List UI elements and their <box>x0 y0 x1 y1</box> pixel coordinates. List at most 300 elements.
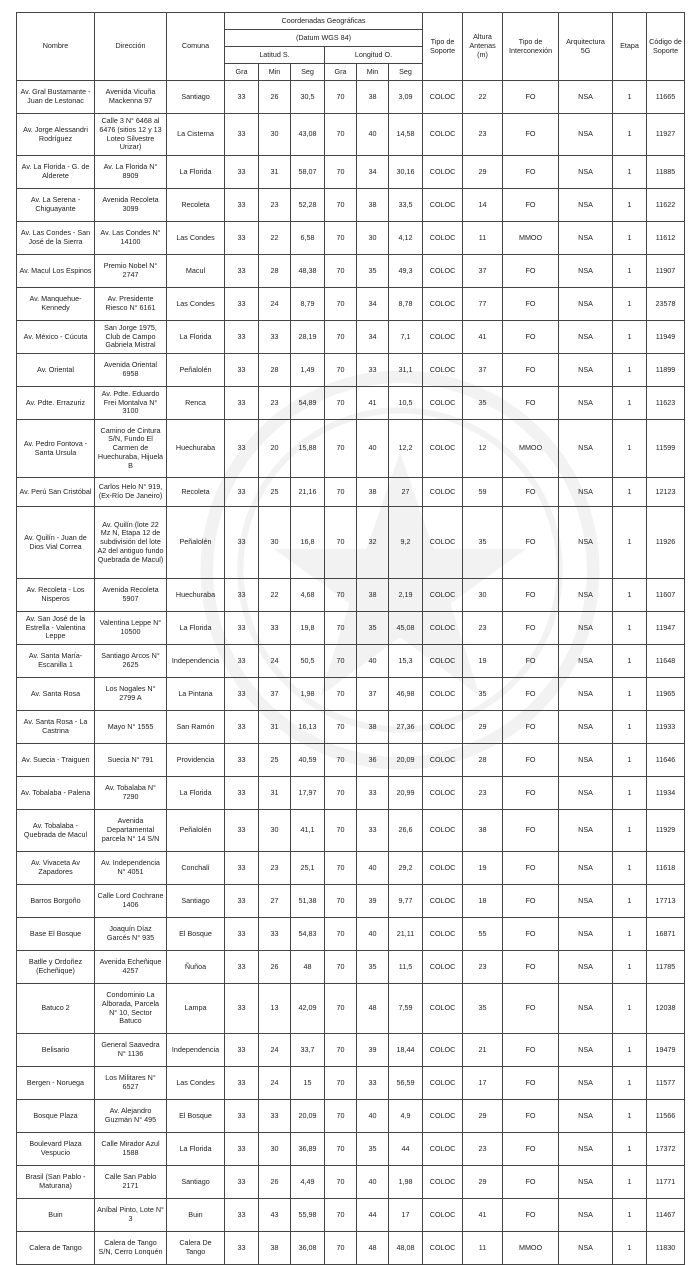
cell-arquitectura: NSA <box>559 189 613 222</box>
cell-codigo: 11927 <box>647 114 685 156</box>
cell-lat-seg: 48,38 <box>291 255 325 288</box>
cell-lon-min: 34 <box>357 156 389 189</box>
cell-codigo: 11467 <box>647 1199 685 1232</box>
cell-codigo: 11665 <box>647 81 685 114</box>
cell-lat-seg: 4,49 <box>291 1166 325 1199</box>
cell-nombre: Av. Quilín - Juan de Dios Vial Correa <box>17 507 95 579</box>
cell-lat-seg: 8,79 <box>291 288 325 321</box>
cell-lat-min: 28 <box>259 255 291 288</box>
cell-arquitectura: NSA <box>559 744 613 777</box>
cell-tipo-soporte: COLOC <box>423 1232 463 1265</box>
cell-lon-seg: 14,58 <box>389 114 423 156</box>
cell-lon-min: 38 <box>357 711 389 744</box>
cell-comuna: La Florida <box>167 321 225 354</box>
cell-lat-min: 24 <box>259 1067 291 1100</box>
cell-lon-min: 30 <box>357 222 389 255</box>
table-row <box>17 951 685 984</box>
cell-etapa: 1 <box>613 1067 647 1100</box>
cell-codigo: 17372 <box>647 1133 685 1166</box>
cell-altura: 23 <box>463 777 503 810</box>
cell-altura: 35 <box>463 387 503 420</box>
cell-lat-min: 20 <box>259 420 291 478</box>
cell-nombre: Av. La Serena - Chiguayante <box>17 189 95 222</box>
header-longitud: Longitud O. <box>325 47 423 64</box>
cell-arquitectura: NSA <box>559 885 613 918</box>
cell-comuna: La Florida <box>167 1133 225 1166</box>
cell-lat-gra: 33 <box>225 744 259 777</box>
header-nombre: Nombre <box>17 13 95 81</box>
cell-lat-gra: 33 <box>225 478 259 507</box>
cell-altura: 41 <box>463 321 503 354</box>
cell-codigo: 16871 <box>647 918 685 951</box>
cell-altura: 29 <box>463 156 503 189</box>
table-row <box>17 645 685 678</box>
cell-lat-min: 33 <box>259 612 291 645</box>
cell-lat-seg: 21,16 <box>291 478 325 507</box>
cell-altura: 22 <box>463 81 503 114</box>
cell-arquitectura: NSA <box>559 711 613 744</box>
cell-comuna: Calera De Tango <box>167 1232 225 1265</box>
cell-lon-gra: 70 <box>325 1100 357 1133</box>
cell-lon-seg: 2,19 <box>389 579 423 612</box>
cell-lat-min: 30 <box>259 1133 291 1166</box>
cell-lon-seg: 31,1 <box>389 354 423 387</box>
cell-etapa: 1 <box>613 114 647 156</box>
cell-comuna: San Ramón <box>167 711 225 744</box>
cell-lat-gra: 33 <box>225 711 259 744</box>
cell-lon-gra: 70 <box>325 1199 357 1232</box>
cell-lat-gra: 33 <box>225 1166 259 1199</box>
cell-nombre: Barros Borgoño <box>17 885 95 918</box>
cell-lon-seg: 49,3 <box>389 255 423 288</box>
cell-tipo-soporte: COLOC <box>423 1199 463 1232</box>
cell-altura: 29 <box>463 1166 503 1199</box>
cell-altura: 18 <box>463 885 503 918</box>
cell-lat-seg: 54,89 <box>291 387 325 420</box>
cell-nombre: Av. Perú San Cristóbal <box>17 478 95 507</box>
cell-direccion: Los Nogales N° 2799 A <box>95 678 167 711</box>
cell-etapa: 1 <box>613 288 647 321</box>
cell-comuna: Huechuraba <box>167 579 225 612</box>
cell-nombre: Av. Manquehue-Kennedy <box>17 288 95 321</box>
cell-lon-gra: 70 <box>325 678 357 711</box>
cell-comuna: Recoleta <box>167 478 225 507</box>
cell-arquitectura: NSA <box>559 507 613 579</box>
sites-table <box>16 12 685 1265</box>
cell-etapa: 1 <box>613 321 647 354</box>
cell-nombre: Av. Oriental <box>17 354 95 387</box>
cell-lat-seg: 40,59 <box>291 744 325 777</box>
cell-nombre: Av. Santa Rosa - La Castrina <box>17 711 95 744</box>
cell-lat-gra: 33 <box>225 885 259 918</box>
cell-lon-seg: 4,9 <box>389 1100 423 1133</box>
table-row <box>17 1100 685 1133</box>
cell-arquitectura: NSA <box>559 81 613 114</box>
cell-lon-gra: 70 <box>325 810 357 852</box>
cell-codigo: 12123 <box>647 478 685 507</box>
cell-direccion: Aníbal Pinto, Lote N° 3 <box>95 1199 167 1232</box>
cell-lon-min: 40 <box>357 645 389 678</box>
table-row <box>17 1232 685 1265</box>
cell-altura: 12 <box>463 420 503 478</box>
cell-direccion: Avenida Departamental parcela N° 14 S/N <box>95 810 167 852</box>
cell-lat-min: 26 <box>259 951 291 984</box>
cell-tipo-interconexion: MMOO <box>503 420 559 478</box>
cell-codigo: 11612 <box>647 222 685 255</box>
cell-nombre: Av. Pdte. Errazuriz <box>17 387 95 420</box>
cell-lat-min: 33 <box>259 918 291 951</box>
cell-altura: 30 <box>463 579 503 612</box>
table-row <box>17 777 685 810</box>
cell-lon-gra: 70 <box>325 885 357 918</box>
cell-tipo-soporte: COLOC <box>423 645 463 678</box>
cell-altura: 19 <box>463 852 503 885</box>
cell-direccion: Los Militares N° 6527 <box>95 1067 167 1100</box>
cell-lat-seg: 25,1 <box>291 852 325 885</box>
cell-nombre: Av. Santa Rosa <box>17 678 95 711</box>
cell-nombre: Av. Jorge Alessandri Rodríguez <box>17 114 95 156</box>
cell-lon-seg: 27,36 <box>389 711 423 744</box>
cell-arquitectura: NSA <box>559 918 613 951</box>
cell-tipo-interconexion: FO <box>503 579 559 612</box>
table-row <box>17 1133 685 1166</box>
cell-lat-min: 27 <box>259 885 291 918</box>
cell-altura: 23 <box>463 951 503 984</box>
cell-lon-gra: 70 <box>325 156 357 189</box>
cell-lat-seg: 55,98 <box>291 1199 325 1232</box>
cell-lon-min: 48 <box>357 1232 389 1265</box>
table-row <box>17 612 685 645</box>
cell-lon-min: 33 <box>357 354 389 387</box>
cell-lon-min: 40 <box>357 114 389 156</box>
table-row <box>17 288 685 321</box>
cell-codigo: 11965 <box>647 678 685 711</box>
cell-altura: 37 <box>463 255 503 288</box>
cell-lon-gra: 70 <box>325 189 357 222</box>
table-row <box>17 1199 685 1232</box>
cell-lon-gra: 70 <box>325 711 357 744</box>
cell-lon-gra: 70 <box>325 579 357 612</box>
cell-lon-gra: 70 <box>325 321 357 354</box>
cell-altura: 11 <box>463 222 503 255</box>
cell-lon-seg: 20,09 <box>389 744 423 777</box>
cell-tipo-soporte: COLOC <box>423 189 463 222</box>
cell-direccion: Av. Presidente Riesco N° 6161 <box>95 288 167 321</box>
cell-lon-gra: 70 <box>325 420 357 478</box>
cell-lat-seg: 42,09 <box>291 984 325 1034</box>
cell-tipo-soporte: COLOC <box>423 387 463 420</box>
cell-lat-seg: 1,49 <box>291 354 325 387</box>
cell-codigo: 11949 <box>647 321 685 354</box>
cell-lon-gra: 70 <box>325 1067 357 1100</box>
cell-altura: 29 <box>463 711 503 744</box>
cell-altura: 59 <box>463 478 503 507</box>
cell-nombre: Av. Vivaceta Av Zapadores <box>17 852 95 885</box>
cell-lat-gra: 33 <box>225 918 259 951</box>
cell-lon-min: 40 <box>357 1100 389 1133</box>
cell-tipo-soporte: COLOC <box>423 420 463 478</box>
cell-lat-gra: 33 <box>225 1034 259 1067</box>
header-tipo-soporte: Tipo de Soporte <box>423 13 463 81</box>
cell-altura: 38 <box>463 810 503 852</box>
cell-tipo-soporte: COLOC <box>423 951 463 984</box>
cell-comuna: Las Condes <box>167 222 225 255</box>
cell-lon-min: 37 <box>357 678 389 711</box>
cell-lon-min: 33 <box>357 1067 389 1100</box>
cell-etapa: 1 <box>613 354 647 387</box>
cell-lat-seg: 19,8 <box>291 612 325 645</box>
cell-lon-gra: 70 <box>325 777 357 810</box>
cell-lon-gra: 70 <box>325 1034 357 1067</box>
cell-direccion: San Jorge 1975, Club de Campo Gabriela Mistral <box>95 321 167 354</box>
cell-lon-seg: 9,2 <box>389 507 423 579</box>
cell-codigo: 11646 <box>647 744 685 777</box>
cell-lat-seg: 17,97 <box>291 777 325 810</box>
cell-codigo: 11929 <box>647 810 685 852</box>
cell-etapa: 1 <box>613 222 647 255</box>
cell-arquitectura: NSA <box>559 420 613 478</box>
cell-etapa: 1 <box>613 189 647 222</box>
cell-lon-seg: 30,16 <box>389 156 423 189</box>
cell-nombre: Av. Recoleta - Los Nisperos <box>17 579 95 612</box>
cell-lat-seg: 58,07 <box>291 156 325 189</box>
cell-tipo-soporte: COLOC <box>423 579 463 612</box>
cell-comuna: Lampa <box>167 984 225 1034</box>
cell-comuna: La Florida <box>167 612 225 645</box>
cell-direccion: Santiago Arcos N° 2625 <box>95 645 167 678</box>
cell-comuna: La Cisterna <box>167 114 225 156</box>
cell-comuna: El Bosque <box>167 918 225 951</box>
cell-etapa: 1 <box>613 678 647 711</box>
cell-etapa: 1 <box>613 156 647 189</box>
cell-comuna: Santiago <box>167 885 225 918</box>
table-row <box>17 420 685 478</box>
cell-codigo: 11947 <box>647 612 685 645</box>
cell-lat-min: 22 <box>259 579 291 612</box>
cell-tipo-interconexion: FO <box>503 288 559 321</box>
cell-direccion: Av. La Florida N° 8909 <box>95 156 167 189</box>
cell-tipo-interconexion: FO <box>503 478 559 507</box>
cell-lon-min: 33 <box>357 777 389 810</box>
cell-lat-seg: 41,1 <box>291 810 325 852</box>
table-row <box>17 189 685 222</box>
cell-nombre: Bergen - Noruega <box>17 1067 95 1100</box>
cell-codigo: 11566 <box>647 1100 685 1133</box>
header-latitud: Latitud S. <box>225 47 325 64</box>
cell-tipo-interconexion: MMOO <box>503 1232 559 1265</box>
cell-nombre: Av. Santa María-Escanilla 1 <box>17 645 95 678</box>
cell-lat-seg: 4,68 <box>291 579 325 612</box>
cell-arquitectura: NSA <box>559 1100 613 1133</box>
cell-tipo-interconexion: FO <box>503 984 559 1034</box>
cell-tipo-soporte: COLOC <box>423 354 463 387</box>
cell-lon-seg: 33,5 <box>389 189 423 222</box>
cell-arquitectura: NSA <box>559 810 613 852</box>
cell-tipo-interconexion: FO <box>503 1067 559 1100</box>
cell-comuna: Santiago <box>167 81 225 114</box>
cell-lon-gra: 70 <box>325 354 357 387</box>
cell-lat-gra: 33 <box>225 777 259 810</box>
table-row <box>17 81 685 114</box>
header-direccion: Dirección <box>95 13 167 81</box>
cell-tipo-soporte: COLOC <box>423 612 463 645</box>
cell-lon-seg: 48,08 <box>389 1232 423 1265</box>
cell-tipo-soporte: COLOC <box>423 885 463 918</box>
header-comuna: Comuna <box>167 13 225 81</box>
cell-tipo-interconexion: FO <box>503 255 559 288</box>
cell-lon-seg: 44 <box>389 1133 423 1166</box>
cell-lat-min: 30 <box>259 114 291 156</box>
cell-lat-gra: 33 <box>225 288 259 321</box>
cell-lat-seg: 16,13 <box>291 711 325 744</box>
cell-etapa: 1 <box>613 420 647 478</box>
cell-direccion: Mayo N° 1555 <box>95 711 167 744</box>
cell-comuna: Peñalolén <box>167 507 225 579</box>
cell-nombre: Boulevard Plaza Vespucio <box>17 1133 95 1166</box>
cell-lon-gra: 70 <box>325 255 357 288</box>
cell-etapa: 1 <box>613 744 647 777</box>
cell-nombre: Av. Tobalaba - Quebrada de Macul <box>17 810 95 852</box>
cell-tipo-soporte: COLOC <box>423 1133 463 1166</box>
cell-direccion: Valentina Leppe N° 10500 <box>95 612 167 645</box>
cell-lon-min: 34 <box>357 321 389 354</box>
cell-lat-min: 30 <box>259 810 291 852</box>
cell-direccion: Calle San Pablo 2171 <box>95 1166 167 1199</box>
cell-lon-seg: 4,12 <box>389 222 423 255</box>
cell-comuna: Recoleta <box>167 189 225 222</box>
table-row <box>17 744 685 777</box>
cell-nombre: Av. La Florida - G. de Alderete <box>17 156 95 189</box>
cell-lat-gra: 33 <box>225 612 259 645</box>
cell-comuna: Peñalolén <box>167 810 225 852</box>
cell-etapa: 1 <box>613 1199 647 1232</box>
cell-nombre: Belisario <box>17 1034 95 1067</box>
table-row <box>17 1034 685 1067</box>
cell-lat-min: 38 <box>259 1232 291 1265</box>
cell-etapa: 1 <box>613 951 647 984</box>
cell-nombre: Av. Tobalaba - Palena <box>17 777 95 810</box>
cell-lon-seg: 45,08 <box>389 612 423 645</box>
cell-lat-gra: 33 <box>225 1100 259 1133</box>
cell-altura: 35 <box>463 984 503 1034</box>
cell-codigo: 11771 <box>647 1166 685 1199</box>
cell-direccion: Avenida Oriental 6958 <box>95 354 167 387</box>
cell-nombre: Batlle y Ordoñez (Echeñique) <box>17 951 95 984</box>
cell-arquitectura: NSA <box>559 354 613 387</box>
cell-lon-gra: 70 <box>325 507 357 579</box>
cell-tipo-soporte: COLOC <box>423 1067 463 1100</box>
cell-direccion: Condominio La Alborada, Parcela N° 10, Sector Batuco <box>95 984 167 1034</box>
cell-lat-gra: 33 <box>225 387 259 420</box>
cell-lon-seg: 10,5 <box>389 387 423 420</box>
cell-tipo-soporte: COLOC <box>423 81 463 114</box>
header-lat-seg: Seg <box>291 64 325 81</box>
cell-codigo: 11622 <box>647 189 685 222</box>
cell-lat-min: 31 <box>259 156 291 189</box>
cell-altura: 28 <box>463 744 503 777</box>
cell-comuna: La Pintana <box>167 678 225 711</box>
cell-comuna: Conchalí <box>167 852 225 885</box>
cell-lat-min: 25 <box>259 744 291 777</box>
cell-lat-gra: 33 <box>225 852 259 885</box>
cell-lat-seg: 43,08 <box>291 114 325 156</box>
cell-tipo-soporte: COLOC <box>423 711 463 744</box>
cell-comuna: Independencia <box>167 645 225 678</box>
cell-etapa: 1 <box>613 1166 647 1199</box>
cell-codigo: 19479 <box>647 1034 685 1067</box>
cell-tipo-soporte: COLOC <box>423 255 463 288</box>
table-row <box>17 156 685 189</box>
cell-lat-seg: 15,88 <box>291 420 325 478</box>
cell-tipo-soporte: COLOC <box>423 114 463 156</box>
cell-tipo-interconexion: FO <box>503 189 559 222</box>
cell-lon-gra: 70 <box>325 1232 357 1265</box>
cell-tipo-interconexion: FO <box>503 744 559 777</box>
cell-lon-min: 38 <box>357 579 389 612</box>
cell-lat-min: 31 <box>259 711 291 744</box>
cell-arquitectura: NSA <box>559 288 613 321</box>
cell-lat-min: 23 <box>259 852 291 885</box>
cell-nombre: Av. Macul Los Espinos <box>17 255 95 288</box>
table-row <box>17 885 685 918</box>
cell-lon-gra: 70 <box>325 222 357 255</box>
cell-nombre: Av. Suecia - Traiguen <box>17 744 95 777</box>
table-row <box>17 918 685 951</box>
cell-lon-seg: 20,99 <box>389 777 423 810</box>
table-row <box>17 387 685 420</box>
cell-arquitectura: NSA <box>559 579 613 612</box>
cell-tipo-soporte: COLOC <box>423 984 463 1034</box>
cell-arquitectura: NSA <box>559 156 613 189</box>
cell-lat-seg: 6,58 <box>291 222 325 255</box>
cell-arquitectura: NSA <box>559 951 613 984</box>
cell-lat-seg: 50,5 <box>291 645 325 678</box>
cell-etapa: 1 <box>613 810 647 852</box>
cell-direccion: Camino de Cintura S/N, Fundo El Carmen de Huechuraba, Hijuela B <box>95 420 167 478</box>
cell-lon-seg: 29,2 <box>389 852 423 885</box>
cell-arquitectura: NSA <box>559 255 613 288</box>
cell-etapa: 1 <box>613 1100 647 1133</box>
cell-lat-seg: 52,28 <box>291 189 325 222</box>
cell-direccion: Calle Mirador Azul 1588 <box>95 1133 167 1166</box>
cell-direccion: Carlos Helo N° 919, (Ex-Río De Janeiro) <box>95 478 167 507</box>
cell-etapa: 1 <box>613 612 647 645</box>
cell-arquitectura: NSA <box>559 678 613 711</box>
cell-tipo-interconexion: FO <box>503 678 559 711</box>
cell-lat-seg: 51,38 <box>291 885 325 918</box>
cell-etapa: 1 <box>613 885 647 918</box>
cell-arquitectura: NSA <box>559 612 613 645</box>
cell-lon-gra: 70 <box>325 387 357 420</box>
cell-comuna: Macul <box>167 255 225 288</box>
cell-lon-seg: 9,77 <box>389 885 423 918</box>
cell-codigo: 11618 <box>647 852 685 885</box>
cell-lat-min: 26 <box>259 1166 291 1199</box>
header-arquitectura: Arquitectura 5G <box>559 13 613 81</box>
cell-codigo: 11607 <box>647 579 685 612</box>
cell-direccion: General Saavedra N° 1136 <box>95 1034 167 1067</box>
header-lon-gra: Gra <box>325 64 357 81</box>
cell-arquitectura: NSA <box>559 321 613 354</box>
cell-lon-min: 36 <box>357 744 389 777</box>
header-lat-min: Min <box>259 64 291 81</box>
cell-arquitectura: NSA <box>559 222 613 255</box>
cell-lon-gra: 70 <box>325 951 357 984</box>
cell-altura: 17 <box>463 1067 503 1100</box>
cell-etapa: 1 <box>613 507 647 579</box>
cell-codigo: 11907 <box>647 255 685 288</box>
cell-tipo-soporte: COLOC <box>423 288 463 321</box>
